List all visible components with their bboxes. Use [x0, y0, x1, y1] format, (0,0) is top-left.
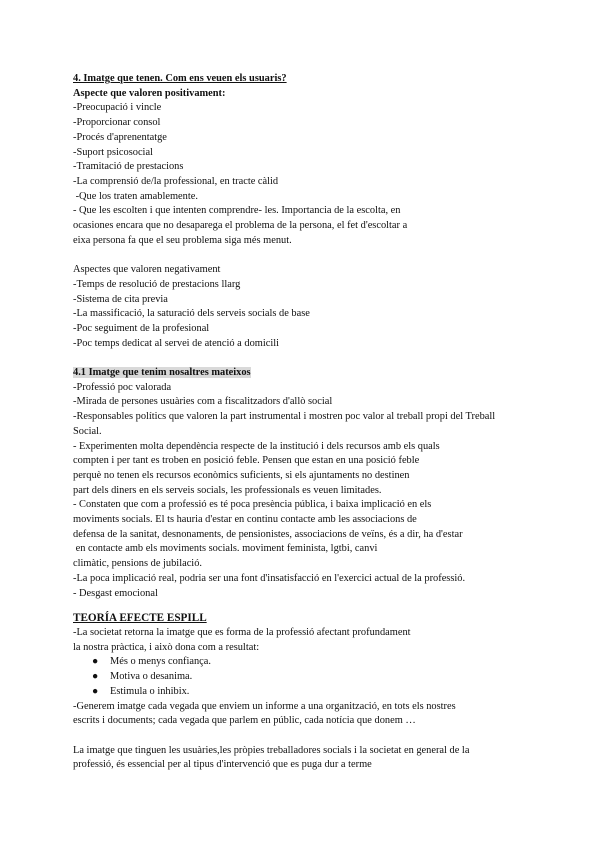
- positive-item: ocasiones encara que no desaparega el problema de la persona, el fet d'escoltar a: [73, 220, 408, 232]
- positive-item: -Proporcionar consol: [73, 117, 161, 129]
- document-page: [73, 72, 543, 773]
- section-41-line: -Responsables polítics que valoren la part instrumental i mostren poc valor al treball propi del Treball: [73, 411, 496, 423]
- positive-item: -Tramitació de prestacions: [73, 161, 184, 173]
- positive-item: -Suport psicosocial: [73, 146, 153, 158]
- mirror-bullet-list: [73, 655, 543, 699]
- bullet-icon: ●: [92, 685, 99, 697]
- positive-item: eixa persona fa que el seu problema siga més menut.: [73, 234, 292, 246]
- mirror-after-line: -Generem imatge cada vegada que enviem un informe a una organització, en tots els nostres: [73, 700, 456, 712]
- section-41-line: Social.: [73, 425, 102, 437]
- positive-item: - Que les escolten i que intenten comprendre- les. Importancia de la escolta, en: [73, 205, 401, 217]
- section-4-title: 4. Imatge que tenen. Com ens veuen els usuaris?: [73, 73, 287, 84]
- list-item: ● Estimula o inhibix.: [73, 685, 543, 700]
- negative-item: -La massificació, la saturació dels serveis socials de base: [73, 308, 310, 320]
- negative-item: -Poc seguiment de la profesional: [73, 322, 210, 334]
- bullet-icon: ●: [92, 671, 99, 683]
- section-41-line: climàtic, pensions de jubilació.: [73, 558, 202, 570]
- mirror-after-line: escrits i documents; cada vegada que parlem en públic, cada notícia que donem …: [73, 715, 416, 727]
- section-41-line: -Mirada de persones usuàries com a fiscalitzadors d'allò social: [73, 396, 333, 408]
- section-41-title: 4.1 Imatge que tenim nosaltres mateixos: [73, 367, 251, 379]
- list-item: ● Més o menys confiança.: [73, 655, 543, 670]
- section-41-line: - Desgast emocional: [73, 587, 158, 599]
- section-41-line: perquè no tenen els recursos econòmics suficients, si els ajuntaments no destinen: [73, 469, 410, 481]
- positive-item: -Procés d'aprenentatge: [73, 131, 167, 143]
- bullet-icon: ●: [92, 656, 99, 668]
- section-41-line: -La poca implicació real, podria ser una font d'insatisfacció en l'exercici actual de la professió.: [73, 572, 466, 584]
- negative-heading: Aspectes que valoren negativament: [73, 264, 221, 276]
- mirror-intro-line: -La societat retorna la imatge que es forma de la professió afectant profundament: [73, 626, 411, 638]
- section-41-line: compten i per tant es troben en posició feble. Pensen que estan en una posició feble: [73, 455, 420, 467]
- section-41-line: moviments socials. El ts hauria d'estar en continu contacte amb les associacions de: [73, 514, 417, 526]
- positive-item: -Preocupació i vincle: [73, 102, 162, 114]
- closing-line: professió, és essencial per al tipus d'intervenció que es puga dur a terme: [73, 759, 372, 771]
- mirror-title: TEORÍA EFECTE ESPILL: [73, 612, 207, 625]
- negative-item: -Poc temps dedicat al servei de atenció a domicili: [73, 337, 280, 349]
- negative-item: -Temps de resolució de prestacions llarg: [73, 278, 241, 290]
- section-41-line: defensa de la sanitat, desnonaments, de pensionistes, associacions de veïns, és a dir, ha d'estar: [73, 528, 463, 540]
- section-41-line: - Experimenten molta dependència respecte de la institució i dels recursos amb els quals: [73, 440, 440, 452]
- list-item: ● Motiva o desanima.: [73, 670, 543, 685]
- closing-line: La imatge que tinguen les usuàries,les pròpies treballadores socials i la societat en general de la: [73, 744, 470, 756]
- section-41-line: - Constaten que com a professió es té poca presència pública, i baixa implicació en els: [73, 499, 432, 511]
- section-41-line: -Professió poc valorada: [73, 381, 172, 393]
- positive-heading: Aspecte que valoren positivament:: [73, 87, 226, 99]
- negative-item: -Sistema de cita previa: [73, 293, 168, 305]
- section-41-line: part dels diners en els serveis socials, les professionals es veuen limitades.: [73, 484, 382, 496]
- section-41-line: en contacte amb els moviments socials. moviment feminista, lgtbi, canvi: [73, 543, 378, 555]
- positive-item: -Que los traten amablemente.: [73, 190, 198, 202]
- mirror-intro-line: la nostra pràctica, i això dona com a resultat:: [73, 641, 260, 653]
- positive-item: -La comprensió de/la professional, en tracte càlid: [73, 175, 279, 187]
